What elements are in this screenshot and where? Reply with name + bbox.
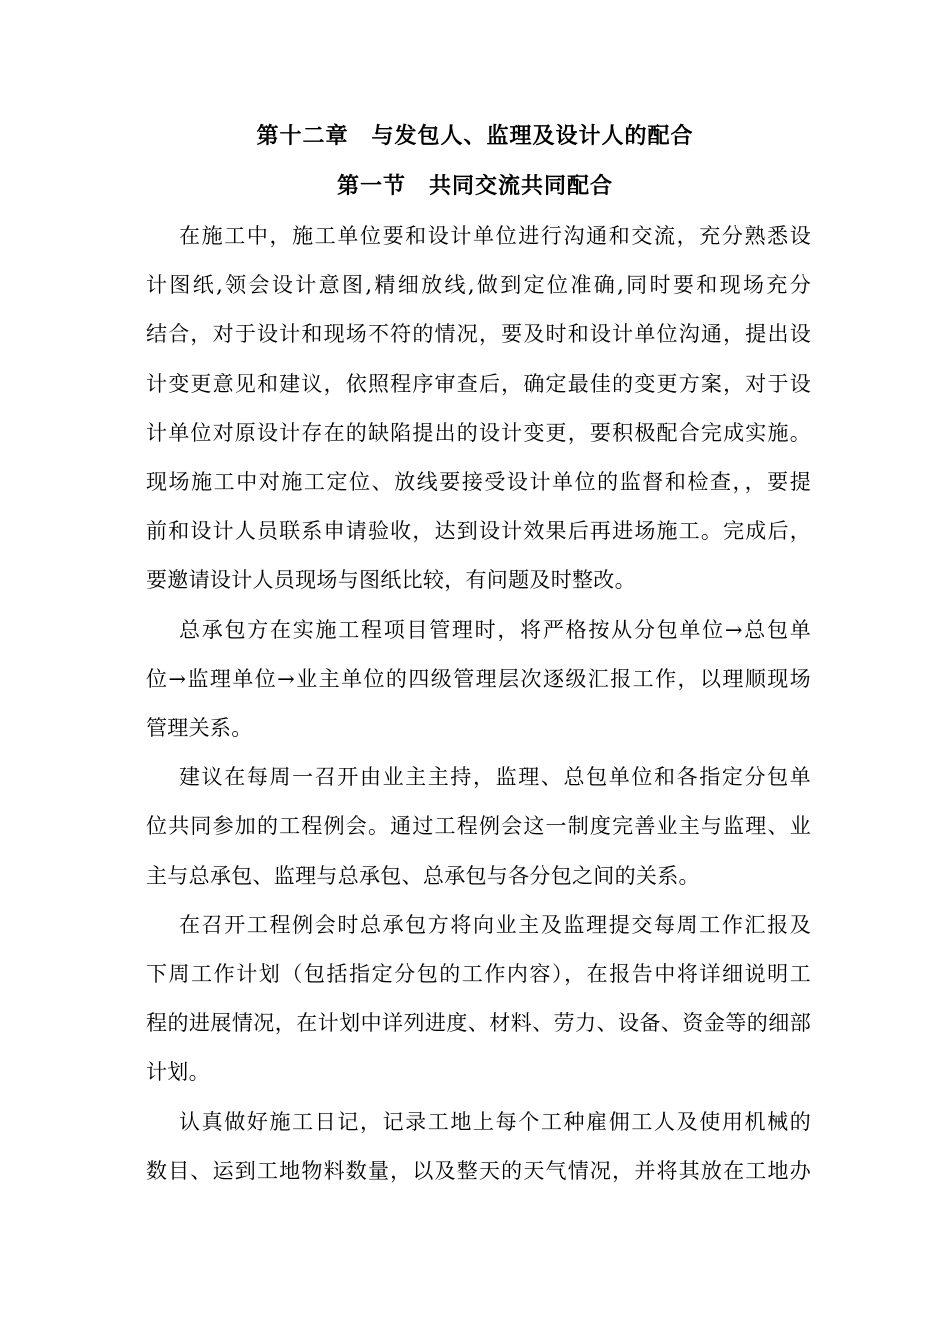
paragraph-line: 位→监理单位→业主单位的四级管理层次逐级汇报工作，以理顺现场	[146, 666, 811, 691]
paragraph-line: 结合，对于设计和现场不符的情况，要及时和设计单位沟通，提出设	[146, 322, 811, 347]
paragraph-line: 数目、运到工地物料数量，以及整天的天气情况，并将其放在工地办	[146, 1158, 811, 1183]
paragraph-line: 主与总承包、监理与总承包、总承包与各分包之间的关系。	[146, 863, 700, 888]
paragraph-5	[146, 1098, 811, 1196]
paragraph-line: 计划。	[146, 1060, 210, 1085]
paragraph-line: 计图纸,领会设计意图,精细放线,做到定位准确,同时要和现场充分	[146, 273, 811, 298]
paragraph-line: 在施工中，施工单位要和设计单位进行沟通和交流，充分熟悉设	[179, 224, 811, 248]
paragraph-line: 在召开工程例会时总承包方将向业主及监理提交每周工作汇报及	[179, 912, 811, 937]
paragraph-line: 建议在每周一召开由业主主持，监理、总包单位和各指定分包单	[179, 765, 811, 790]
paragraph-3	[146, 753, 811, 901]
paragraph-line: 计变更意见和建议，依照程序审查后，确定最佳的变更方案，对于设	[146, 371, 811, 396]
paragraph-line: 下周工作计划（包括指定分包的工作内容），在报告中将详细说明工	[146, 962, 811, 987]
paragraph-line: 认真做好施工日记，记录工地上每个工种雇佣工人及使用机械的	[179, 1109, 811, 1134]
paragraph-line: 总承包方在实施工程项目管理时，将严格按从分包单位→总包单	[179, 617, 811, 642]
paragraph-line: 管理关系。	[146, 716, 253, 741]
paragraph-line: 要邀请设计人员现场与图纸比较，有问题及时整改。	[146, 568, 636, 593]
paragraph-line: 位共同参加的工程例会。通过工程例会这一制度完善业主与监理、业	[146, 814, 811, 839]
section-title: 第一节 共同交流共同配合	[336, 173, 613, 199]
chapter-title: 第十二章 与发包人、监理及设计人的配合	[256, 123, 694, 149]
paragraph-line: 程的进展情况，在计划中详列进度、材料、劳力、设备、资金等的细部	[146, 1011, 811, 1036]
paragraph-line: 前和设计人员联系申请验收，达到设计效果后再进场施工。完成后，	[146, 519, 811, 544]
body-text	[146, 212, 811, 1196]
paragraph-line: 计单位对原设计存在的缺陷提出的设计变更，要积极配合完成实施。	[146, 420, 811, 445]
paragraph-4	[146, 901, 811, 1098]
paragraph-2	[146, 606, 811, 754]
paragraph-1	[146, 212, 811, 606]
paragraph-line: 现场施工中对施工定位、放线要接受设计单位的监督和检查，，要提	[146, 470, 811, 495]
